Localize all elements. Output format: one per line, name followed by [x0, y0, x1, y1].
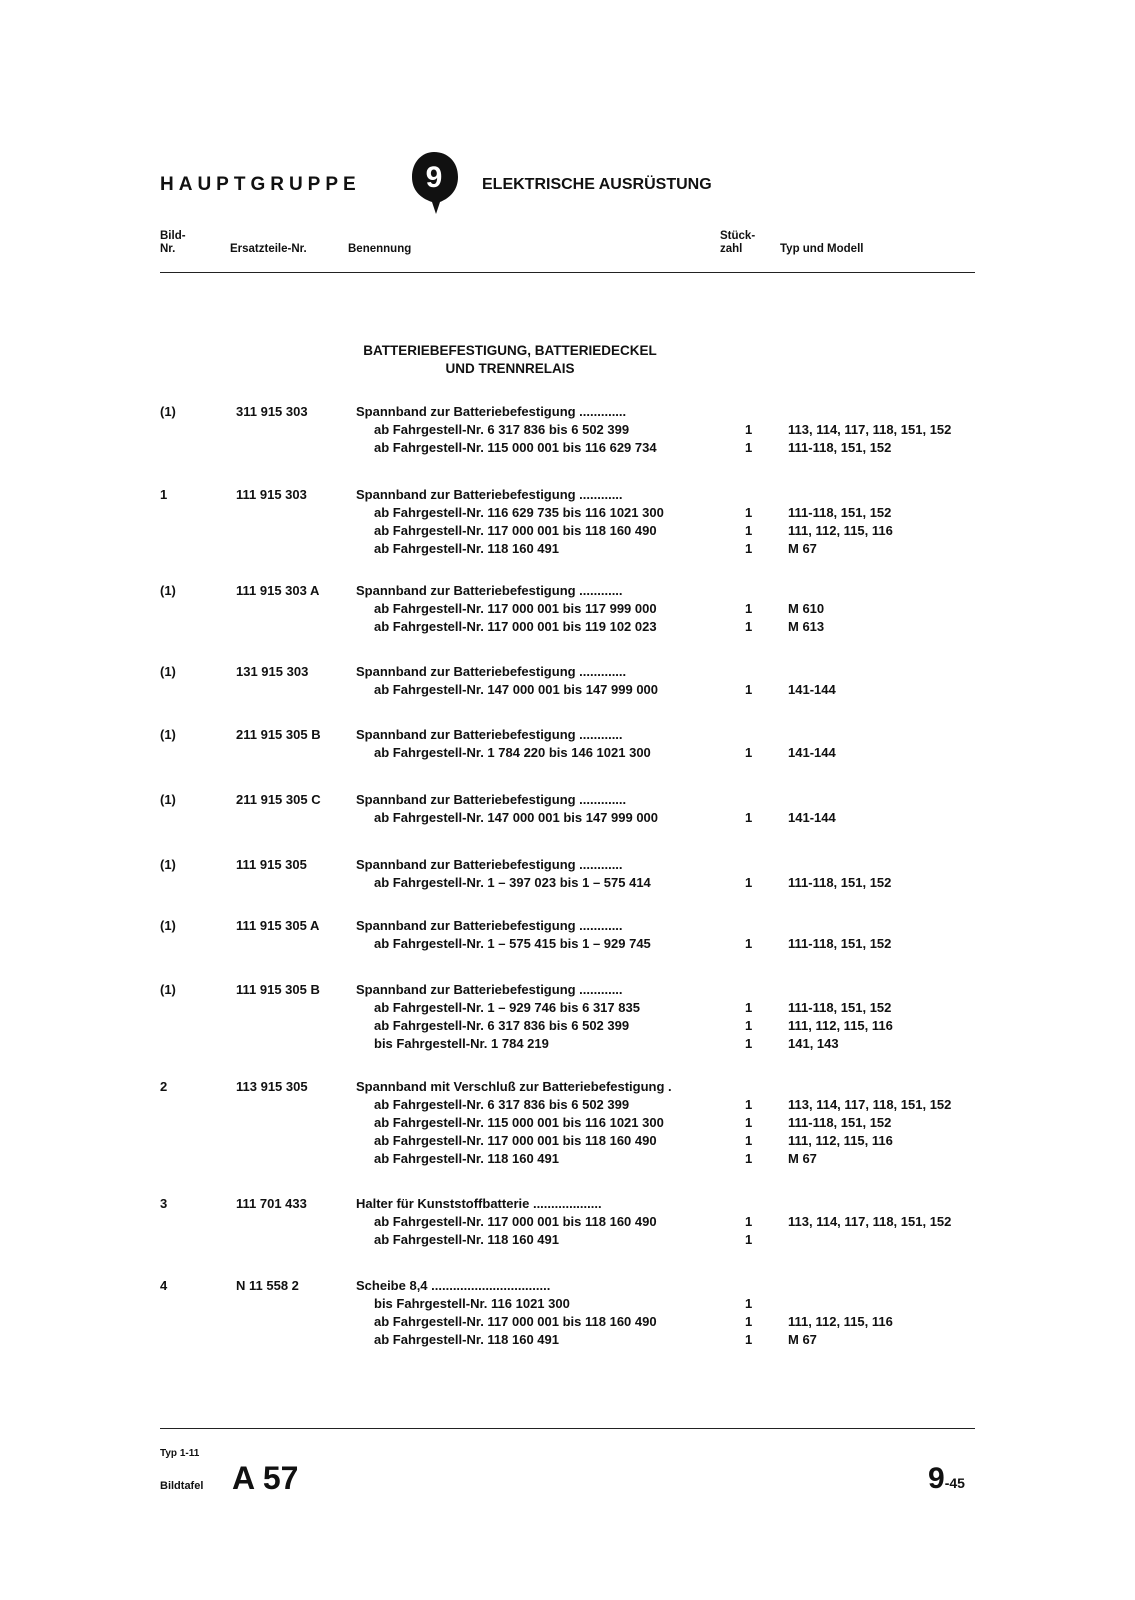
- quantity: 1: [745, 601, 753, 616]
- type-model: 111-118, 151, 152: [788, 875, 892, 890]
- chassis-range-row: [160, 1018, 990, 1036]
- col-bild: [160, 230, 186, 256]
- group-number: 9: [425, 161, 443, 194]
- part-name: Spannband zur Batteriebefestigung ............: [356, 583, 623, 598]
- part-name: Spannband zur Batteriebefestigung .............: [356, 792, 627, 807]
- part-number: 311 915 303: [236, 404, 308, 419]
- col-qty-line1: Stück-: [720, 230, 756, 242]
- plate-number: A 57: [232, 1460, 299, 1496]
- part-number: 111 915 303: [236, 487, 307, 502]
- part-name: Spannband mit Verschluß zur Batteriebefestigung .: [356, 1079, 672, 1094]
- type-model: 113, 114, 117, 118, 151, 152: [788, 1097, 952, 1112]
- page-main: 9: [928, 1462, 945, 1495]
- type-model: 111-118, 151, 152: [788, 1000, 892, 1015]
- chassis-range-row: [160, 936, 990, 954]
- type-model: 111-118, 151, 152: [788, 1115, 892, 1130]
- chassis-range-row: [160, 1232, 990, 1250]
- chassis-range-row: [160, 810, 990, 828]
- chassis-range: ab Fahrgestell-Nr. 117 000 001 bis 117 999 000: [374, 601, 657, 616]
- bild-number: (1): [160, 583, 176, 598]
- type-model: 113, 114, 117, 118, 151, 152: [788, 422, 952, 437]
- part-number: 111 701 433: [236, 1196, 307, 1211]
- col-qty-line2: zahl: [720, 243, 743, 255]
- type-model: 113, 114, 117, 118, 151, 152: [788, 1214, 952, 1229]
- chassis-range: ab Fahrgestell-Nr. 116 629 735 bis 116 1021 300: [374, 505, 664, 520]
- chassis-range-row: [160, 1097, 990, 1115]
- chassis-range-row: [160, 440, 990, 458]
- part-number: 111 915 303 A: [236, 583, 320, 598]
- part-name: Spannband zur Batteriebefestigung ............: [356, 727, 623, 742]
- bild-number: (1): [160, 792, 176, 807]
- chassis-range-row: [160, 541, 990, 559]
- part-number: 211 915 305 C: [236, 792, 321, 807]
- quantity: 1: [745, 1314, 753, 1329]
- quantity: 1: [745, 422, 753, 437]
- type-model: 141-144: [788, 745, 836, 760]
- title-line-1: BATTERIEBEFESTIGUNG, BATTERIEDECKEL: [363, 343, 657, 358]
- chassis-range-row: [160, 1296, 990, 1314]
- quantity: 1: [745, 682, 753, 697]
- chassis-range-row: [160, 422, 990, 440]
- part-name: Spannband zur Batteriebefestigung .............: [356, 404, 627, 419]
- type-model: M 67: [788, 1151, 817, 1166]
- col-part: Ersatzteile-Nr.: [230, 243, 307, 255]
- chassis-range: ab Fahrgestell-Nr. 1 – 397 023 bis 1 – 575 414: [374, 875, 651, 890]
- chassis-range: ab Fahrgestell-Nr. 117 000 001 bis 118 160 490: [374, 1314, 657, 1329]
- quantity: 1: [745, 810, 753, 825]
- part-name: Scheibe 8,4 .................................: [356, 1278, 551, 1293]
- col-type: Typ und Modell: [780, 243, 864, 255]
- chassis-range-row: [160, 601, 990, 619]
- page-sub: -45: [944, 1475, 965, 1491]
- part-number: 111 915 305: [236, 857, 307, 872]
- quantity: 1: [745, 505, 753, 520]
- table-title: [340, 342, 680, 378]
- column-headers: [160, 230, 980, 278]
- chassis-range-row: [160, 1000, 990, 1018]
- chassis-range: ab Fahrgestell-Nr. 1 784 220 bis 146 1021 300: [374, 745, 651, 760]
- chassis-range: ab Fahrgestell-Nr. 6 317 836 bis 6 502 399: [374, 422, 630, 437]
- quantity: 1: [745, 936, 753, 951]
- chassis-range-row: [160, 1214, 990, 1232]
- chassis-range: ab Fahrgestell-Nr. 117 000 001 bis 118 160 490: [374, 1214, 657, 1229]
- bild-number: 2: [160, 1079, 168, 1094]
- group-number-badge: [410, 150, 462, 216]
- type-model: M 613: [788, 619, 825, 634]
- col-qty: [720, 230, 755, 256]
- chassis-range: ab Fahrgestell-Nr. 147 000 001 bis 147 999 000: [374, 682, 659, 697]
- quantity: 1: [745, 1018, 753, 1033]
- chassis-range-row: [160, 682, 990, 700]
- chassis-range: ab Fahrgestell-Nr. 118 160 491: [374, 1151, 559, 1166]
- main-group-label: HAUPTGRUPPE: [160, 174, 361, 195]
- col-name: Benennung: [348, 243, 412, 255]
- col-bild-line2: Nr.: [160, 243, 176, 255]
- chassis-range: ab Fahrgestell-Nr. 147 000 001 bis 147 999 000: [374, 810, 659, 825]
- quantity: 1: [745, 1214, 753, 1229]
- chassis-range-row: [160, 523, 990, 541]
- part-number: 113 915 305: [236, 1079, 308, 1094]
- part-name: Spannband zur Batteriebefestigung ............: [356, 982, 623, 997]
- chassis-range: ab Fahrgestell-Nr. 117 000 001 bis 118 160 490: [374, 523, 657, 538]
- chassis-range: ab Fahrgestell-Nr. 1 – 929 746 bis 6 317 835: [374, 1000, 640, 1015]
- part-number: 111 915 305 B: [236, 982, 320, 997]
- chassis-range: bis Fahrgestell-Nr. 116 1021 300: [374, 1296, 570, 1311]
- footer-rule: [160, 1428, 975, 1429]
- section-title: ELEKTRISCHE AUSRÜSTUNG: [482, 176, 712, 193]
- quantity: 1: [745, 1000, 753, 1015]
- chassis-range-row: [160, 1133, 990, 1151]
- part-number: N 11 558 2: [236, 1278, 299, 1293]
- part-name: Halter für Kunststoffbatterie ...................: [356, 1196, 602, 1211]
- chassis-range-row: [160, 1115, 990, 1133]
- bild-number: 3: [160, 1196, 168, 1211]
- type-model: 111-118, 151, 152: [788, 505, 892, 520]
- part-name: Spannband zur Batteriebefestigung ............: [356, 918, 623, 933]
- col-bild-line1: Bild-: [160, 230, 186, 242]
- chassis-range-row: [160, 1314, 990, 1332]
- type-model: 141, 143: [788, 1036, 839, 1051]
- chassis-range: ab Fahrgestell-Nr. 118 160 491: [374, 1332, 559, 1347]
- chassis-range: ab Fahrgestell-Nr. 6 317 836 bis 6 502 399: [374, 1097, 630, 1112]
- part-name: Spannband zur Batteriebefestigung ............: [356, 487, 623, 502]
- page-number: [928, 1462, 965, 1496]
- page-header: [160, 150, 980, 210]
- chassis-range: ab Fahrgestell-Nr. 118 160 491: [374, 541, 559, 556]
- part-number: 211 915 305 B: [236, 727, 321, 742]
- bildtafel-label: Bildtafel: [160, 1480, 204, 1492]
- type-model: 111, 112, 115, 116: [788, 1133, 893, 1148]
- quantity: 1: [745, 1133, 753, 1148]
- quantity: 1: [745, 875, 753, 890]
- type-model: M 610: [788, 601, 825, 616]
- chassis-range: ab Fahrgestell-Nr. 117 000 001 bis 119 102 023: [374, 619, 657, 634]
- type-model: M 67: [788, 1332, 817, 1347]
- quantity: 1: [745, 1115, 753, 1130]
- quantity: 1: [745, 1232, 753, 1247]
- bild-number: (1): [160, 857, 176, 872]
- chassis-range: ab Fahrgestell-Nr. 1 – 575 415 bis 1 – 929 745: [374, 936, 651, 951]
- bild-number: 4: [160, 1278, 168, 1293]
- chassis-range: ab Fahrgestell-Nr. 118 160 491: [374, 1232, 559, 1247]
- chassis-range-row: [160, 505, 990, 523]
- quantity: 1: [745, 745, 753, 760]
- chassis-range: ab Fahrgestell-Nr. 115 000 001 bis 116 1021 300: [374, 1115, 664, 1130]
- part-number: 131 915 303: [236, 664, 309, 679]
- type-model: 141-144: [788, 810, 836, 825]
- part-number: 111 915 305 A: [236, 918, 320, 933]
- quantity: 1: [745, 1296, 753, 1311]
- bild-number: (1): [160, 982, 176, 997]
- bild-number: (1): [160, 664, 176, 679]
- header-rule: [160, 272, 975, 273]
- type-model: 111-118, 151, 152: [788, 440, 892, 455]
- type-model: 111, 112, 115, 116: [788, 1018, 893, 1033]
- quantity: 1: [745, 1332, 753, 1347]
- bild-number: (1): [160, 404, 176, 419]
- chassis-range-row: [160, 1332, 990, 1350]
- part-name: Spannband zur Batteriebefestigung ............: [356, 857, 623, 872]
- type-model: 141-144: [788, 682, 836, 697]
- type-note: Typ 1-11: [160, 1448, 200, 1459]
- chassis-range: ab Fahrgestell-Nr. 115 000 001 bis 116 629 734: [374, 440, 657, 455]
- quantity: 1: [745, 1036, 753, 1051]
- bild-number: (1): [160, 727, 176, 742]
- type-model: 111, 112, 115, 116: [788, 523, 893, 538]
- chassis-range-row: [160, 619, 990, 637]
- bild-number: (1): [160, 918, 176, 933]
- quantity: 1: [745, 440, 753, 455]
- chassis-range-row: [160, 875, 990, 893]
- chassis-range-row: [160, 1151, 990, 1169]
- type-model: M 67: [788, 541, 817, 556]
- type-model: 111, 112, 115, 116: [788, 1314, 893, 1329]
- chassis-range: ab Fahrgestell-Nr. 117 000 001 bis 118 160 490: [374, 1133, 657, 1148]
- bild-number: 1: [160, 487, 168, 502]
- chassis-range: bis Fahrgestell-Nr. 1 784 219: [374, 1036, 549, 1051]
- chassis-range-row: [160, 745, 990, 763]
- quantity: 1: [745, 523, 753, 538]
- quantity: 1: [745, 1097, 753, 1112]
- quantity: 1: [745, 1151, 753, 1166]
- chassis-range: ab Fahrgestell-Nr. 6 317 836 bis 6 502 399: [374, 1018, 630, 1033]
- part-name: Spannband zur Batteriebefestigung .............: [356, 664, 627, 679]
- type-model: 111-118, 151, 152: [788, 936, 892, 951]
- title-line-2: UND TRENNRELAIS: [445, 361, 575, 376]
- quantity: 1: [745, 619, 753, 634]
- quantity: 1: [745, 541, 753, 556]
- chassis-range-row: [160, 1036, 990, 1054]
